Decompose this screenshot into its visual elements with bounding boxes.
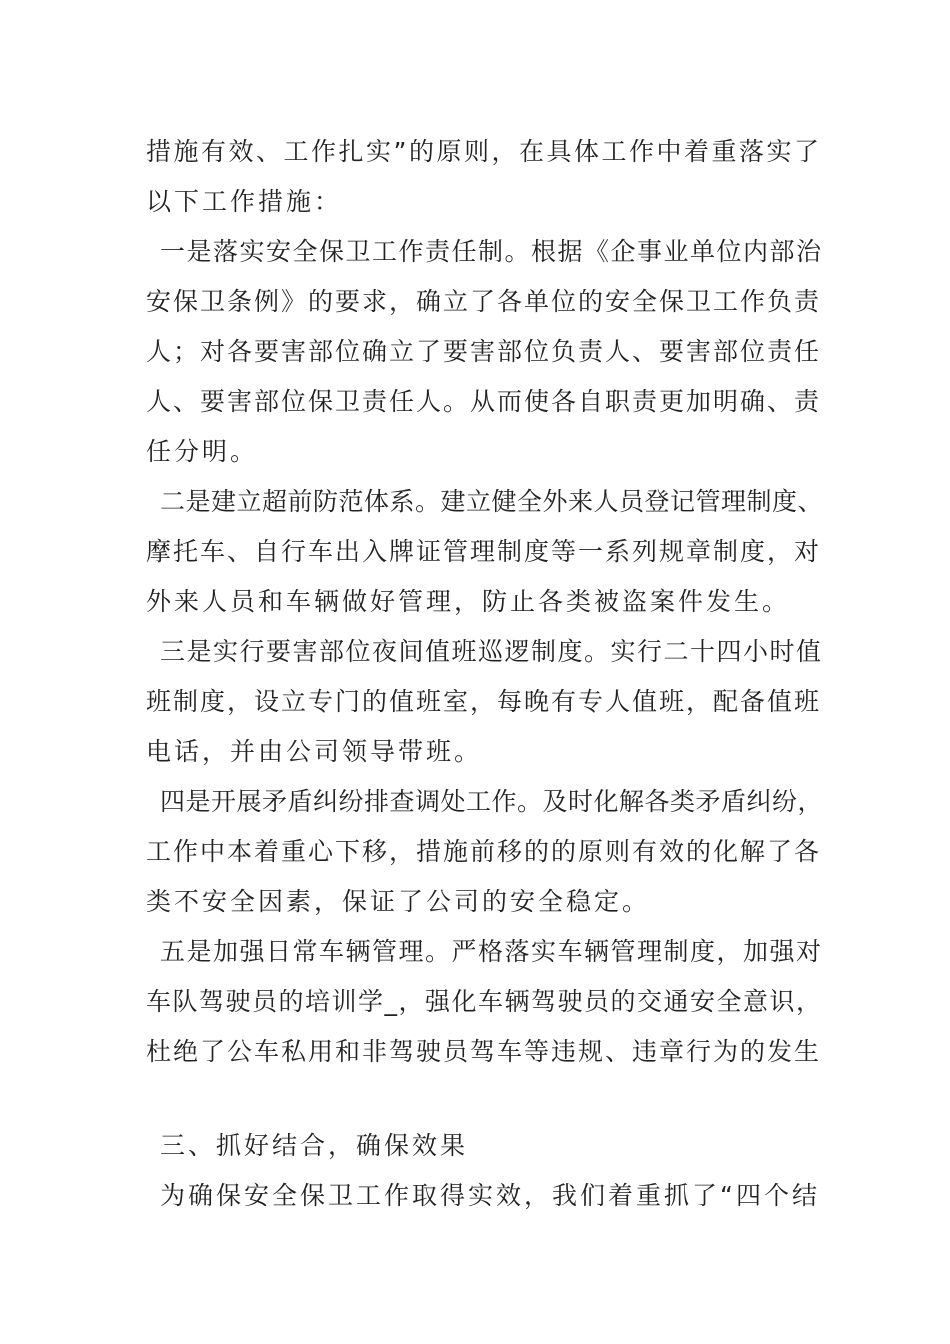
section-heading: 三、抓好结合，确保效果 bbox=[160, 1131, 469, 1160]
paragraph-start-line: 二是建立超前防范体系。建立健全外来人员登记管理制度、 bbox=[160, 487, 824, 516]
paragraph-start-line: 一是落实安全保卫工作责任制。根据《企事业单位内部治 bbox=[160, 237, 823, 266]
text-line: 人；对各要害部位确立了要害部位负责人、要害部位责任 bbox=[146, 337, 822, 366]
text-line: 车队驾驶员的培训学_，强化车辆驾驶员的交通安全意识， bbox=[146, 987, 823, 1016]
text-line: 任分明。 bbox=[146, 437, 259, 466]
text-line: 以下工作措施： bbox=[146, 187, 343, 216]
paragraph-start-line: 三是实行要害部位夜间值班巡逻制度。实行二十四小时值 bbox=[160, 637, 823, 666]
text-line: 人、要害部位保卫责任人。从而使各自职责更加明确、责 bbox=[146, 387, 822, 416]
text-line: 工作中本着重心下移，措施前移的的原则有效的化解了各 bbox=[146, 837, 822, 866]
text-line: 摩托车、自行车出入牌证管理制度等一系列规章制度，对 bbox=[146, 537, 822, 566]
text-line: 电话，并由公司领导带班。 bbox=[146, 737, 483, 766]
paragraph-start-line: 为确保安全保卫工作取得实效，我们着重抓了“四个结 bbox=[160, 1181, 820, 1210]
text-line: 外来人员和车辆做好管理，防止各类被盗案件发生。 bbox=[146, 587, 791, 616]
text-line: 类不安全因素，保证了公司的安全稳定。 bbox=[146, 887, 651, 916]
paragraph-start-line: 四是开展矛盾纠纷排查调处工作。及时化解各类矛盾纠纷， bbox=[160, 787, 824, 816]
text-line: 班制度，设立专门的值班室，每晚有专人值班，配备值班 bbox=[146, 687, 822, 716]
text-line: 安保卫条例》的要求，确立了各单位的安全保卫工作负责 bbox=[146, 287, 822, 316]
paragraph-start-line: 五是加强日常车辆管理。严格落实车辆管理制度，加强对 bbox=[160, 937, 823, 966]
text-line: 杜绝了公车私用和非驾驶员驾车等违规、违章行为的发生 bbox=[146, 1037, 822, 1066]
text-line: 措施有效、工作扎实”的原则，在具体工作中着重落实了 bbox=[146, 137, 822, 166]
